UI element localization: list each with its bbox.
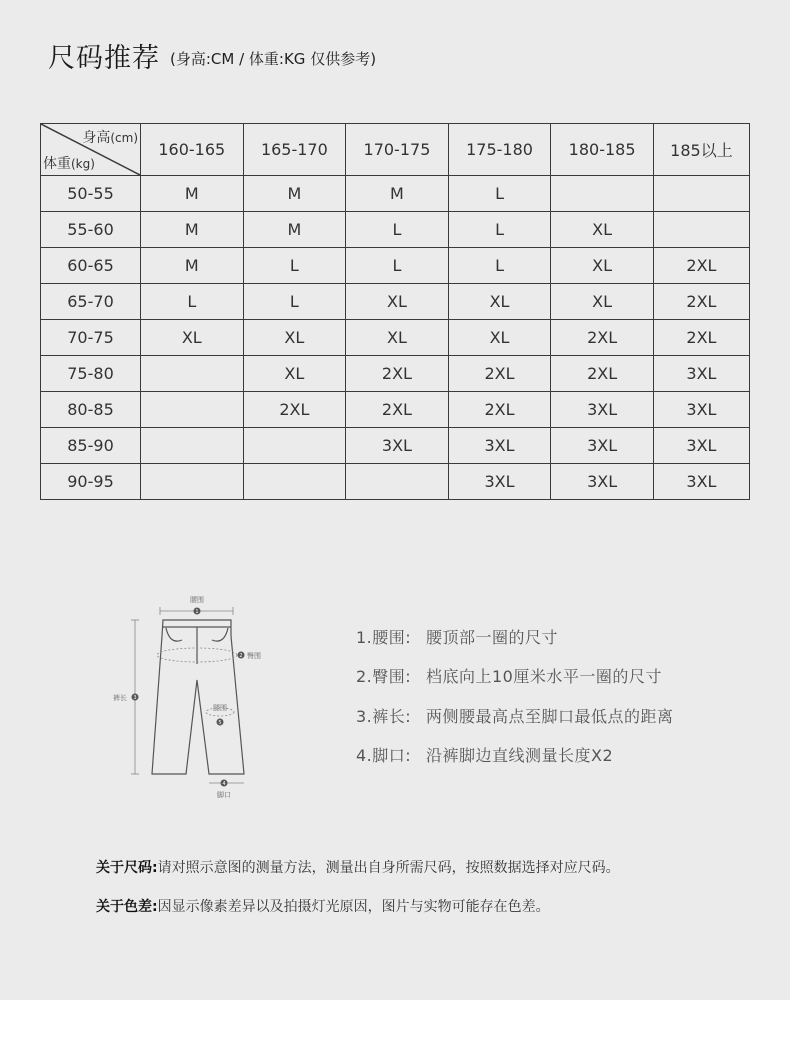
size-cell: 2XL xyxy=(653,320,749,356)
size-cell: L xyxy=(346,212,449,248)
size-cell: L xyxy=(141,284,244,320)
table-row xyxy=(41,248,750,284)
size-cell: M xyxy=(141,248,244,284)
size-cell: 2XL xyxy=(346,356,449,392)
size-cell: XL xyxy=(448,320,551,356)
hem-label: 脚口 xyxy=(217,791,231,799)
table-row xyxy=(41,176,750,212)
table-row xyxy=(41,428,750,464)
table-row xyxy=(41,392,750,428)
size-cell: XL xyxy=(141,320,244,356)
size-cell xyxy=(243,464,346,500)
size-cell: L xyxy=(243,284,346,320)
size-cell: M xyxy=(141,212,244,248)
marker-1-number: 1 xyxy=(195,608,199,615)
column-header: 165-170 xyxy=(243,124,346,176)
size-cell xyxy=(653,212,749,248)
weight-cell: 85-90 xyxy=(41,428,141,464)
table-row xyxy=(41,320,750,356)
size-cell: 3XL xyxy=(551,428,654,464)
size-cell xyxy=(551,176,654,212)
marker-3-number: 3 xyxy=(133,694,137,701)
marker-4-number: 4 xyxy=(222,780,226,787)
table-row xyxy=(41,356,750,392)
size-cell: XL xyxy=(243,356,346,392)
size-cell: 2XL xyxy=(448,356,551,392)
size-cell: XL xyxy=(551,248,654,284)
size-cell: 3XL xyxy=(346,428,449,464)
size-cell: 3XL xyxy=(653,428,749,464)
size-cell: 3XL xyxy=(653,464,749,500)
pants-outline xyxy=(152,620,244,774)
weight-cell: 90-95 xyxy=(41,464,141,500)
size-cell xyxy=(141,464,244,500)
thigh-label: 腿围 xyxy=(213,704,227,712)
size-cell: L xyxy=(448,176,551,212)
size-cell: XL xyxy=(346,320,449,356)
size-cell: L xyxy=(243,248,346,284)
page-subtitle: (身高:CM / 体重:KG 仅供参考) xyxy=(170,50,377,68)
column-header: 175-180 xyxy=(448,124,551,176)
size-cell: 3XL xyxy=(448,464,551,500)
size-cell: 3XL xyxy=(448,428,551,464)
size-cell xyxy=(243,428,346,464)
size-cell xyxy=(141,428,244,464)
size-cell: XL xyxy=(243,320,346,356)
measurement-item: 4.脚口: 沿裤脚边直线测量长度X2 xyxy=(356,746,614,765)
column-header: 180-185 xyxy=(551,124,654,176)
size-cell: 2XL xyxy=(243,392,346,428)
measurement-item: 1.腰围: 腰顶部一圈的尺寸 xyxy=(356,628,559,647)
measurement-item: 3.裤长: 两侧腰最高点至脚口最低点的距离 xyxy=(356,707,674,726)
size-cell: 2XL xyxy=(653,248,749,284)
size-cell: 2XL xyxy=(448,392,551,428)
right-pocket xyxy=(212,628,228,641)
size-cell xyxy=(141,356,244,392)
column-header: 170-175 xyxy=(346,124,449,176)
column-header: 185以上 xyxy=(653,124,749,176)
size-cell: 3XL xyxy=(551,464,654,500)
size-cell: 3XL xyxy=(653,356,749,392)
size-cell: 2XL xyxy=(551,320,654,356)
weight-cell: 50-55 xyxy=(41,176,141,212)
weight-header: 体重(kg) xyxy=(43,156,95,172)
size-cell: M xyxy=(243,176,346,212)
size-cell: XL xyxy=(448,284,551,320)
size-cell: 3XL xyxy=(653,392,749,428)
table-header-row xyxy=(41,124,750,176)
marker-5-number: 5 xyxy=(218,719,222,726)
table-corner-cell xyxy=(41,124,141,176)
left-pocket xyxy=(166,628,182,641)
note-size: 关于尺码:请对照示意图的测量方法，测量出自身所需尺码，按照数据选择对应尺码。 xyxy=(96,860,620,876)
size-cell: M xyxy=(243,212,346,248)
size-cell: 2XL xyxy=(551,356,654,392)
size-cell: XL xyxy=(346,284,449,320)
size-cell: M xyxy=(346,176,449,212)
size-cell xyxy=(141,392,244,428)
size-cell: L xyxy=(346,248,449,284)
length-label: 裤长 xyxy=(113,694,127,702)
hip-label: 臀围 xyxy=(247,652,261,660)
weight-cell: 60-65 xyxy=(41,248,141,284)
weight-cell: 80-85 xyxy=(41,392,141,428)
weight-cell: 55-60 xyxy=(41,212,141,248)
size-cell xyxy=(346,464,449,500)
column-header: 160-165 xyxy=(141,124,244,176)
weight-cell: 70-75 xyxy=(41,320,141,356)
size-cell: 3XL xyxy=(551,392,654,428)
size-cell xyxy=(653,176,749,212)
height-header: 身高(cm) xyxy=(82,130,138,146)
table-row xyxy=(41,212,750,248)
size-cell: L xyxy=(448,212,551,248)
waist-label: 腰围 xyxy=(190,596,204,604)
marker-2-number: 2 xyxy=(239,652,243,659)
table-row xyxy=(41,464,750,500)
size-cell: M xyxy=(141,176,244,212)
size-table xyxy=(40,123,750,500)
pants-measurement-diagram xyxy=(105,590,285,805)
weight-cell: 75-80 xyxy=(41,356,141,392)
size-cell: XL xyxy=(551,212,654,248)
size-cell: 2XL xyxy=(653,284,749,320)
size-cell: L xyxy=(448,248,551,284)
weight-cell: 65-70 xyxy=(41,284,141,320)
measurement-item: 2.臀围: 档底向上10厘米水平一圈的尺寸 xyxy=(356,667,662,686)
page-title: 尺码推荐 xyxy=(48,43,160,74)
size-cell: XL xyxy=(551,284,654,320)
size-cell: 2XL xyxy=(346,392,449,428)
note-color: 关于色差:因显示像素差异以及拍摄灯光原因，图片与实物可能存在色差。 xyxy=(96,899,550,915)
table-row xyxy=(41,284,750,320)
